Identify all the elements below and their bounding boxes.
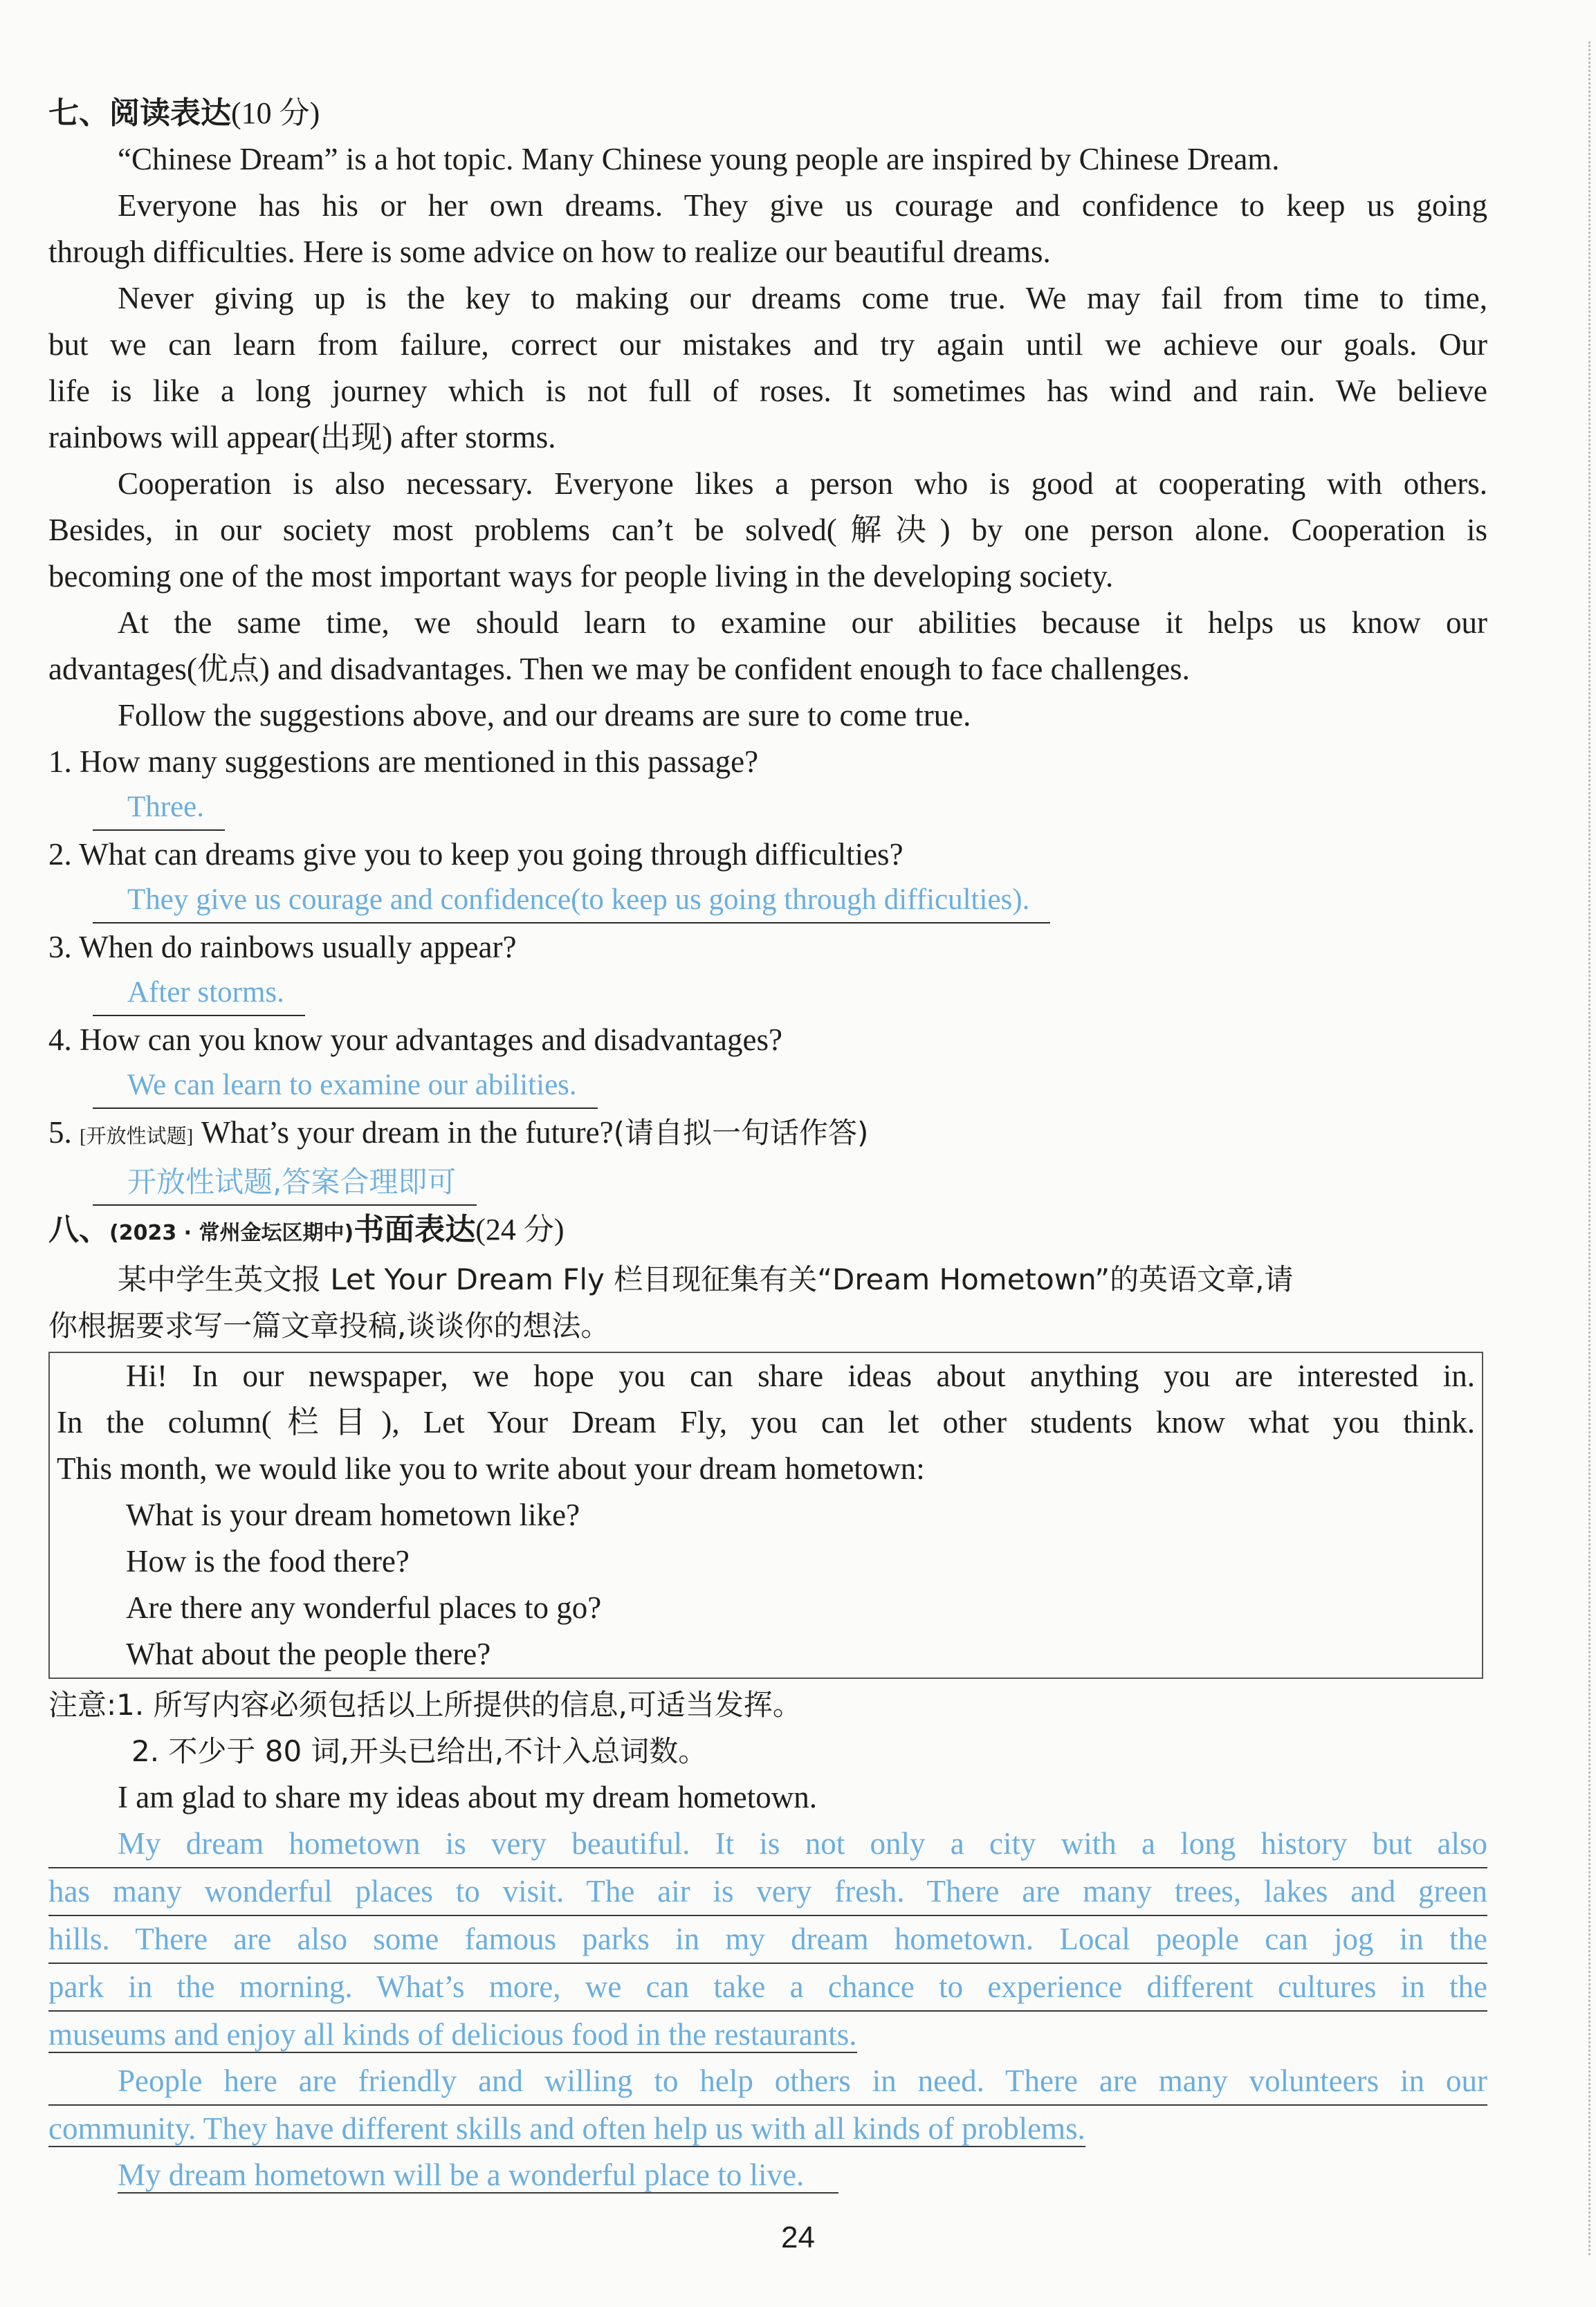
essay-line: park in the morning. What’s more, we can take a chance to experience different cultures in the	[48, 1964, 1487, 2012]
question-2: 2. What can dreams give you to keep you going through difficulties?	[48, 837, 904, 872]
essay-line: community. They have different skills and often help us with all kinds of problems.	[48, 2111, 1085, 2146]
answer-5: 开放性试题,答案合理即可	[93, 1160, 477, 1206]
page-edge-mark	[1588, 42, 1596, 2255]
section8-title: 书面表达	[354, 1212, 476, 1247]
answer-4: We can learn to examine our abilities.	[93, 1063, 598, 1109]
prompt-line: This month, we would like you to write about your dream hometown:	[57, 1451, 925, 1486]
essay-line: People here are friendly and willing to help others in need. There are many volunteers in our	[48, 2058, 1487, 2106]
prompt-question: What about the people there?	[126, 1637, 491, 1671]
section7-title: 七、阅读表达	[48, 95, 231, 131]
section8-prefix: 八、	[48, 1212, 109, 1247]
answer-2: They give us courage and confidence(to keep us going through difficulties).	[93, 878, 1050, 923]
passage-line: Never giving up is the key to making our dreams come true. We may fail from time to time,	[118, 281, 1487, 315]
essay-opening: I am glad to share my ideas about my dream hometown.	[118, 1780, 817, 1814]
section8-source: (2023 · 常州金坛区期中)	[109, 1221, 354, 1245]
note-line: 2. 不少于 80 词,开头已给出,不计入总词数。	[131, 1734, 708, 1768]
section7-points: (10 分)	[231, 96, 320, 130]
passage-line: Cooperation is also necessary. Everyone likes a person who is good at cooperating with others.	[118, 466, 1487, 501]
answer-1: Three.	[93, 785, 225, 831]
passage-line: Follow the suggestions above, and our dreams are sure to come true.	[118, 698, 971, 733]
note-line: 注意:1. 所写内容必须包括以上所提供的信息,可适当发挥。	[48, 1688, 802, 1722]
prompt-line: Hi! In our newspaper, we hope you can share ideas about anything you are interested in.	[126, 1359, 1475, 1393]
passage-line: becoming one of the most important ways for people living in the developing society.	[48, 559, 1114, 594]
section8-points: (24 分)	[475, 1213, 565, 1247]
worksheet-page	[48, 90, 1487, 2198]
prompt-box	[48, 1352, 1483, 1679]
passage-line: Everyone has his or her own dreams. They give us courage and confidence to keep us going	[118, 188, 1487, 223]
question-5-instruction: (请自拟一句话作答)	[613, 1116, 869, 1150]
prompt-question: Are there any wonderful places to go?	[126, 1590, 602, 1625]
passage-line: At the same time, we should learn to examine our abilities because it helps us know our	[118, 605, 1487, 640]
section8-intro-line: 某中学生英文报 Let Your Dream Fly 栏目现征集有关“Dream Hometown”的英语文章,请	[118, 1262, 1294, 1296]
question-3: 3. When do rainbows usually appear?	[48, 930, 517, 964]
question-1: 1. How many suggestions are mentioned in this passage?	[48, 744, 759, 779]
section7-heading	[48, 90, 1487, 136]
essay-line: museums and enjoy all kinds of delicious food in the restaurants.	[48, 2017, 857, 2052]
prompt-question: How is the food there?	[126, 1544, 410, 1579]
page-number: 24	[781, 2221, 815, 2254]
section8-heading	[48, 1206, 1487, 1256]
essay-line: has many wonderful places to visit. The air is very fresh. There are many trees, lakes and green	[48, 1868, 1487, 1916]
passage-line: “Chinese Dream” is a hot topic. Many Chinese young people are inspired by Chinese Dream.	[118, 142, 1280, 176]
passage-line: Besides, in our society most problems can’t be solved(解决) by one person alone. Cooperation is	[48, 513, 1487, 547]
question-5-text: What’s your dream in the future?	[201, 1115, 614, 1150]
section8-intro-line: 你根据要求写一篇文章投稿,谈谈你的想法。	[48, 1309, 610, 1343]
passage-line: advantages(优点) and disadvantages. Then we may be confident enough to face challenges.	[48, 652, 1190, 686]
essay-line: My dream hometown is very beautiful. It is not only a city with a long history but also	[48, 1821, 1487, 1868]
passage-line: rainbows will appear(出现) after storms.	[48, 420, 556, 454]
open-question-tag: [开放性试题]	[80, 1125, 194, 1148]
answer-3: After storms.	[93, 971, 305, 1016]
passage-line: through difficulties. Here is some advice on how to realize our beautiful dreams.	[48, 235, 1051, 269]
essay-line: hills. There are also some famous parks in my dream hometown. Local people can jog in the	[48, 1916, 1487, 1964]
prompt-question: What is your dream hometown like?	[126, 1498, 580, 1532]
essay-line: My dream hometown will be a wonderful place to live.	[118, 2158, 838, 2194]
question-5	[48, 1110, 1487, 1160]
prompt-line: In the column(栏目), Let Your Dream Fly, you can let other students know what you think.	[57, 1405, 1475, 1440]
question-5-number: 5.	[48, 1115, 72, 1150]
question-4: 4. How can you know your advantages and disadvantages?	[48, 1022, 782, 1057]
passage-line: but we can learn from failure, correct our mistakes and try again until we achieve our goals. Our	[48, 327, 1487, 362]
model-essay	[48, 1821, 1487, 2198]
passage-line: life is like a long journey which is not full of roses. It sometimes has wind and rain. We believe	[48, 374, 1487, 408]
